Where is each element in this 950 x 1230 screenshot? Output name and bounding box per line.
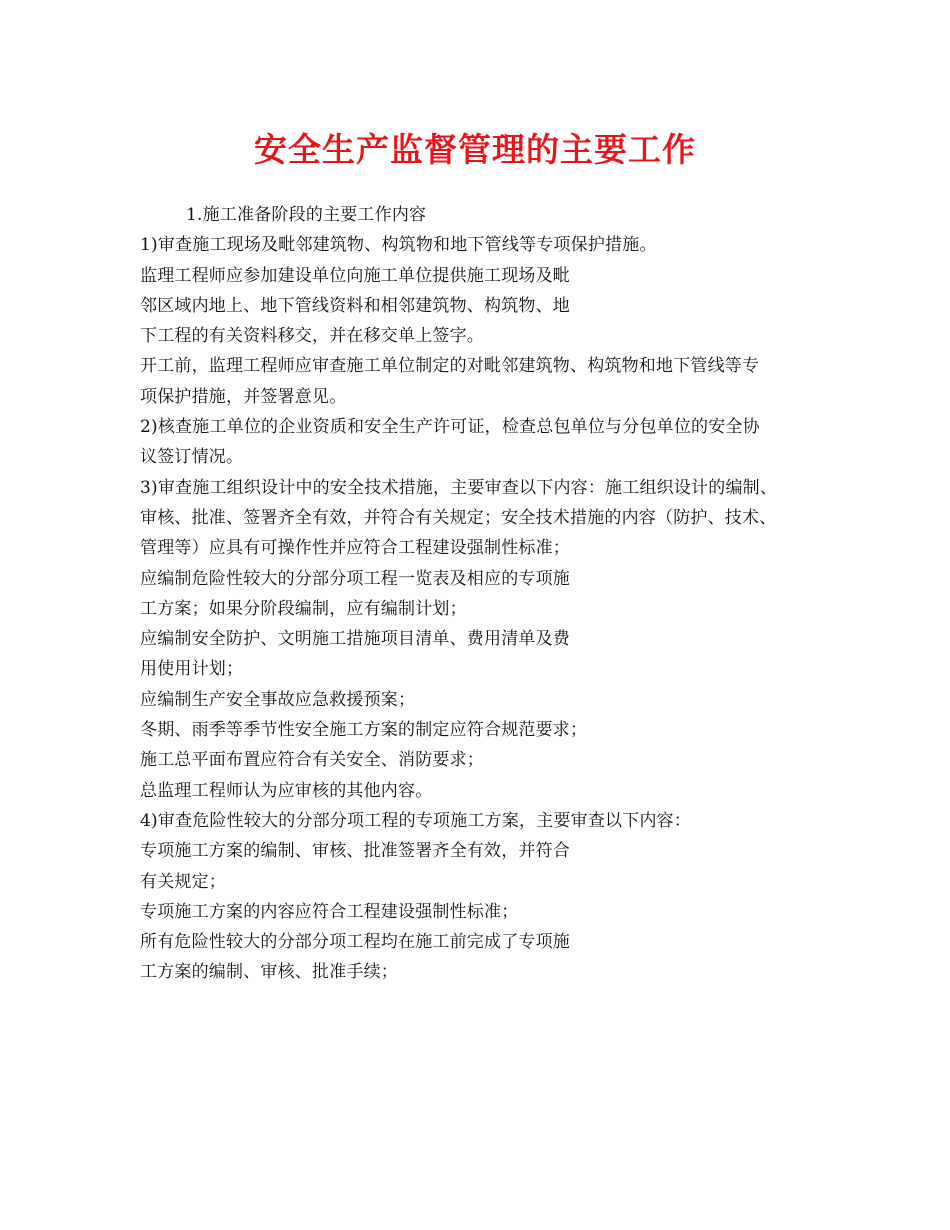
paragraph-line: 议签订情况。 — [140, 447, 244, 468]
paragraph-line: 开工前，监理工程师应审查施工单位制定的对毗邻建筑物、构筑物和地下管线等专 — [140, 356, 760, 377]
paragraph-line: 所有危险性较大的分部分项工程均在施工前完成了专项施 — [140, 932, 570, 953]
paragraph-line: 审核、批准、签署齐全有效，并符合有关规定；安全技术措施的内容（防护、技术、 — [140, 507, 777, 528]
paragraph-line: 3)审查施工组织设计中的安全技术措施，主要审查以下内容：施工组织设计的编制、 — [140, 477, 778, 498]
paragraph-line: 有关规定； — [140, 871, 226, 892]
paragraph-line: 应编制安全防护、文明施工措施项目清单、费用清单及费 — [140, 629, 570, 650]
paragraph-line: 2)核查施工单位的企业资质和安全生产许可证，检查总包单位与分包单位的安全协 — [140, 417, 760, 438]
paragraph-line: 1)审查施工现场及毗邻建筑物、构筑物和地下管线等专项保护措施。 — [140, 235, 657, 256]
paragraph-line: 专项施工方案的内容应符合工程建设强制性标准； — [140, 901, 519, 922]
paragraph-line: 工方案；如果分阶段编制，应有编制计划； — [140, 598, 467, 619]
document-body — [140, 200, 840, 988]
paragraph-line: 4)审查危险性较大的分部分项工程的专项施工方案，主要审查以下内容： — [140, 810, 692, 831]
section-heading: 1.施工准备阶段的主要工作内容 — [186, 205, 427, 225]
paragraph-line: 下工程的有关资料移交，并在移交单上签字。 — [140, 326, 484, 347]
paragraph-line: 应编制危险性较大的分部分项工程一览表及相应的专项施 — [140, 568, 570, 589]
paragraph-line: 监理工程师应参加建设单位向施工单位提供施工现场及毗 — [140, 265, 570, 286]
paragraph-line: 邻区域内地上、地下管线资料和相邻建筑物、构筑物、地 — [140, 295, 570, 316]
document-title: 安全生产监督管理的主要工作 — [254, 130, 696, 169]
paragraph-line: 工方案的编制、审核、批准手续； — [140, 962, 398, 983]
paragraph-line: 应编制生产安全事故应急救援预案； — [140, 689, 416, 710]
paragraph-line: 总监理工程师认为应审核的其他内容。 — [140, 780, 433, 801]
paragraph-line: 管理等）应具有可操作性并应符合工程建设强制性标准； — [140, 538, 570, 559]
paragraph-line: 施工总平面布置应符合有关安全、消防要求； — [140, 750, 484, 771]
paragraph-line: 用使用计划； — [140, 659, 244, 680]
paragraph-line: 项保护措施，并签署意见。 — [140, 386, 347, 407]
paragraph-line: 冬期、雨季等季节性安全施工方案的制定应符合规范要求； — [140, 720, 588, 741]
paragraph-line: 专项施工方案的编制、审核、批准签署齐全有效，并符合 — [140, 841, 570, 862]
